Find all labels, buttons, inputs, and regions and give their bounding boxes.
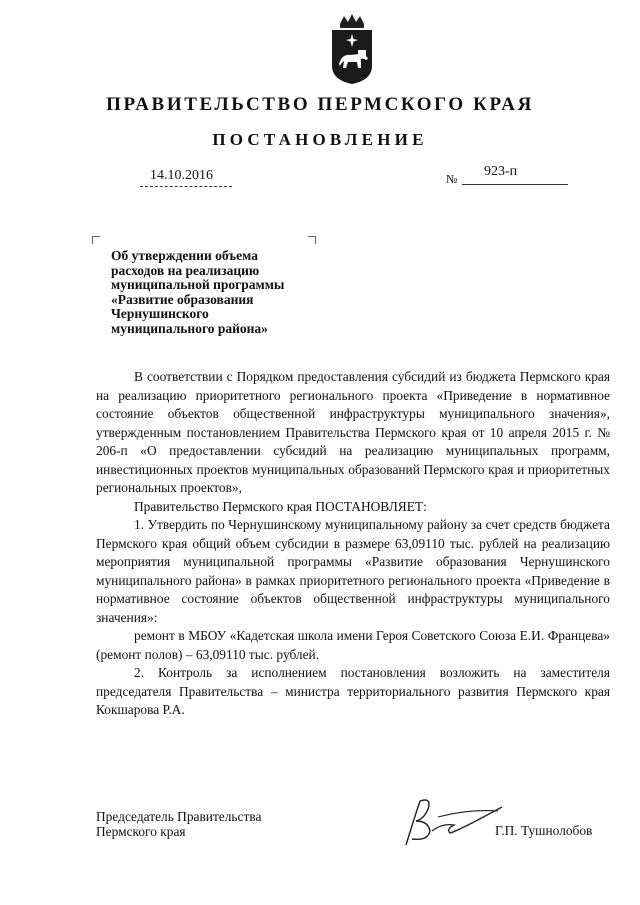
paragraph-item-2: 2. Контроль за исполнением постановления возложить на заместителя председателя Правительства – министра территориального развития Пермского края Кокшарова Р.А. <box>96 665 610 717</box>
document-number: 923-п <box>484 164 518 179</box>
paragraph-decree: Правительство Пермского края ПОСТАНОВЛЯЕТ: <box>134 498 427 514</box>
subject-line: расходов на реализацию <box>111 262 260 278</box>
document-body <box>96 368 610 720</box>
subject-line: «Развитие образования <box>111 291 254 307</box>
government-title: ПРАВИТЕЛЬСТВО ПЕРМСКОГО КРАЯ <box>106 94 534 115</box>
subject-line: Чернушинского <box>111 306 209 322</box>
handwritten-signature-icon <box>398 795 508 851</box>
document-date: 14.10.2016 <box>150 168 213 183</box>
signer-title <box>96 810 261 839</box>
paragraph-item-1-detail: ремонт в МБОУ «Кадетская школа имени Героя Советского Союза Е.И. Францева» (ремонт полов) – 63,09110 тыс. рублей. <box>96 628 610 662</box>
document-type-title: ПОСТАНОВЛЕНИЕ <box>212 130 428 149</box>
number-sign: № <box>446 172 458 186</box>
subject-corner-mark-left <box>92 236 100 244</box>
subject-line: Об утверждении объема <box>111 248 258 263</box>
paragraph-preamble: В соответствии с Порядком предоставления субсидий из бюджета Пермского края на реализацию приоритетного регионального проекта «Приведение в нормативное состояние объектов общественной инфраструктуры муниципального значения», утвержденным постановлением Правительства Пермского края от 10 апреля 2015 г. № 206-п «О предоставлении субсидий на реализацию муниципальных программ, инвестиционных проектов муниципальных образований Пермского края и приоритетных региональных проектов», <box>96 369 610 495</box>
number-underline <box>462 184 568 185</box>
subject-line: муниципального района» <box>111 320 268 336</box>
signer-title-line: Председатель Правительства <box>96 809 262 824</box>
date-underline <box>140 186 232 187</box>
document-subject <box>111 249 331 337</box>
signer-name: Г.П. Тушнолобов <box>495 823 593 838</box>
perm-krai-coat-of-arms-icon <box>328 14 376 86</box>
subject-line: муниципальной программы <box>111 277 285 293</box>
paragraph-item-1: 1. Утвердить по Чернушинскому муниципальному району за счет средств бюджета Пермского края общий объем субсидии в размере 63,09110 тыс. рублей на реализацию мероприятия муниципальной программы «Развитие образования Чернушинского муниципального района» в рамках приоритетного регионального проекта «Приведение в нормативное состояние объектов общественной инфраструктуры муниципального значения»: <box>96 517 610 625</box>
signer-title-line: Пермского края <box>96 823 186 839</box>
subject-corner-mark-right <box>308 236 316 244</box>
